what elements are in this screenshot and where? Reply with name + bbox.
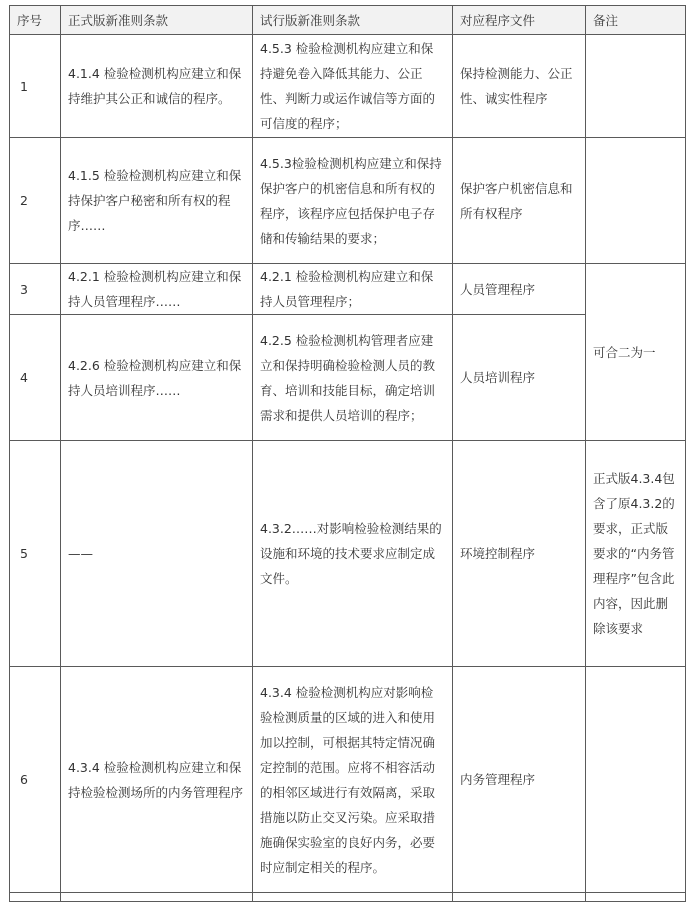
header-trial-clause: 试行版新准则条款: [253, 6, 453, 35]
table-row: [10, 138, 686, 264]
cell-remark: [586, 35, 686, 138]
cell-remark: [586, 138, 686, 264]
cell-trial-clause: 4.5.3检验检测机构应建立和保持保护客户的机密信息和所有权的程序，该程序应包括保护电子存储和传输结果的要求；: [253, 138, 453, 264]
table-row: [10, 264, 686, 315]
cell-procedure-file: 人员培训程序: [453, 315, 586, 441]
cell-procedure-file: 保持检测能力、公正性、诚实性程序: [453, 35, 586, 138]
cell-seq: 5: [10, 441, 61, 667]
cell-trial-clause: 4.2.1 检验检测机构应建立和保持人员管理程序；: [253, 264, 453, 315]
procedure-comparison-table: [9, 5, 686, 902]
cell-trial-clause: 4.5.3 检验检测机构应建立和保持避免卷入降低其能力、公正性、判断力或运作诚信等方面的可信度的程序；: [253, 35, 453, 138]
cell-procedure-file: 内务管理程序: [453, 667, 586, 893]
table-row: [10, 315, 686, 441]
cell-empty: [586, 893, 686, 902]
cell-empty: [453, 893, 586, 902]
cell-empty: [10, 893, 61, 902]
cell-procedure-file: 人员管理程序: [453, 264, 586, 315]
header-row: [10, 6, 686, 35]
table-row: [10, 667, 686, 893]
table-row: [10, 441, 686, 667]
header-remark: 备注: [586, 6, 686, 35]
cell-formal-clause: 4.1.4 检验检测机构应建立和保持维护其公正和诚信的程序。: [61, 35, 253, 138]
cell-empty: [61, 893, 253, 902]
header-formal-clause: 正式版新准则条款: [61, 6, 253, 35]
cell-empty: [253, 893, 453, 902]
table-row-partial: [10, 893, 686, 902]
cell-remark: 正式版4.3.4包含了原4.3.2的要求，正式版要求的“内务管理程序”包含此内容，因此删除该要求: [586, 441, 686, 667]
cell-seq: 6: [10, 667, 61, 893]
cell-seq: 4: [10, 315, 61, 441]
cell-seq: 2: [10, 138, 61, 264]
cell-remark: [586, 667, 686, 893]
cell-procedure-file: 环境控制程序: [453, 441, 586, 667]
cell-formal-clause: 4.2.1 检验检测机构应建立和保持人员管理程序……: [61, 264, 253, 315]
cell-seq: 3: [10, 264, 61, 315]
cell-remark-merged: 可合二为一: [586, 264, 686, 441]
cell-formal-clause: 4.2.6 检验检测机构应建立和保持人员培训程序……: [61, 315, 253, 441]
table-row: [10, 35, 686, 138]
cell-procedure-file: 保护客户机密信息和所有权程序: [453, 138, 586, 264]
cell-formal-clause: ——: [61, 441, 253, 667]
cell-seq: 1: [10, 35, 61, 138]
header-procedure-file: 对应程序文件: [453, 6, 586, 35]
cell-trial-clause: 4.3.4 检验检测机构应对影响检验检测质量的区域的进入和使用加以控制，可根据其特定情况确定控制的范围。应将不相容活动的相邻区域进行有效隔离，采取措施以防止交叉污染。应采取措施确保实验室的良好内务，必要时应制定相关的程序。: [253, 667, 453, 893]
cell-trial-clause: 4.2.5 检验检测机构管理者应建立和保持明确检验检测人员的教育、培训和技能目标，确定培训需求和提供人员培训的程序；: [253, 315, 453, 441]
header-seq: 序号: [10, 6, 61, 35]
cell-formal-clause: 4.1.5 检验检测机构应建立和保持保护客户秘密和所有权的程序……: [61, 138, 253, 264]
cell-formal-clause: 4.3.4 检验检测机构应建立和保持检验检测场所的内务管理程序: [61, 667, 253, 893]
cell-trial-clause: 4.3.2……对影响检验检测结果的设施和环境的技术要求应制定成文件。: [253, 441, 453, 667]
